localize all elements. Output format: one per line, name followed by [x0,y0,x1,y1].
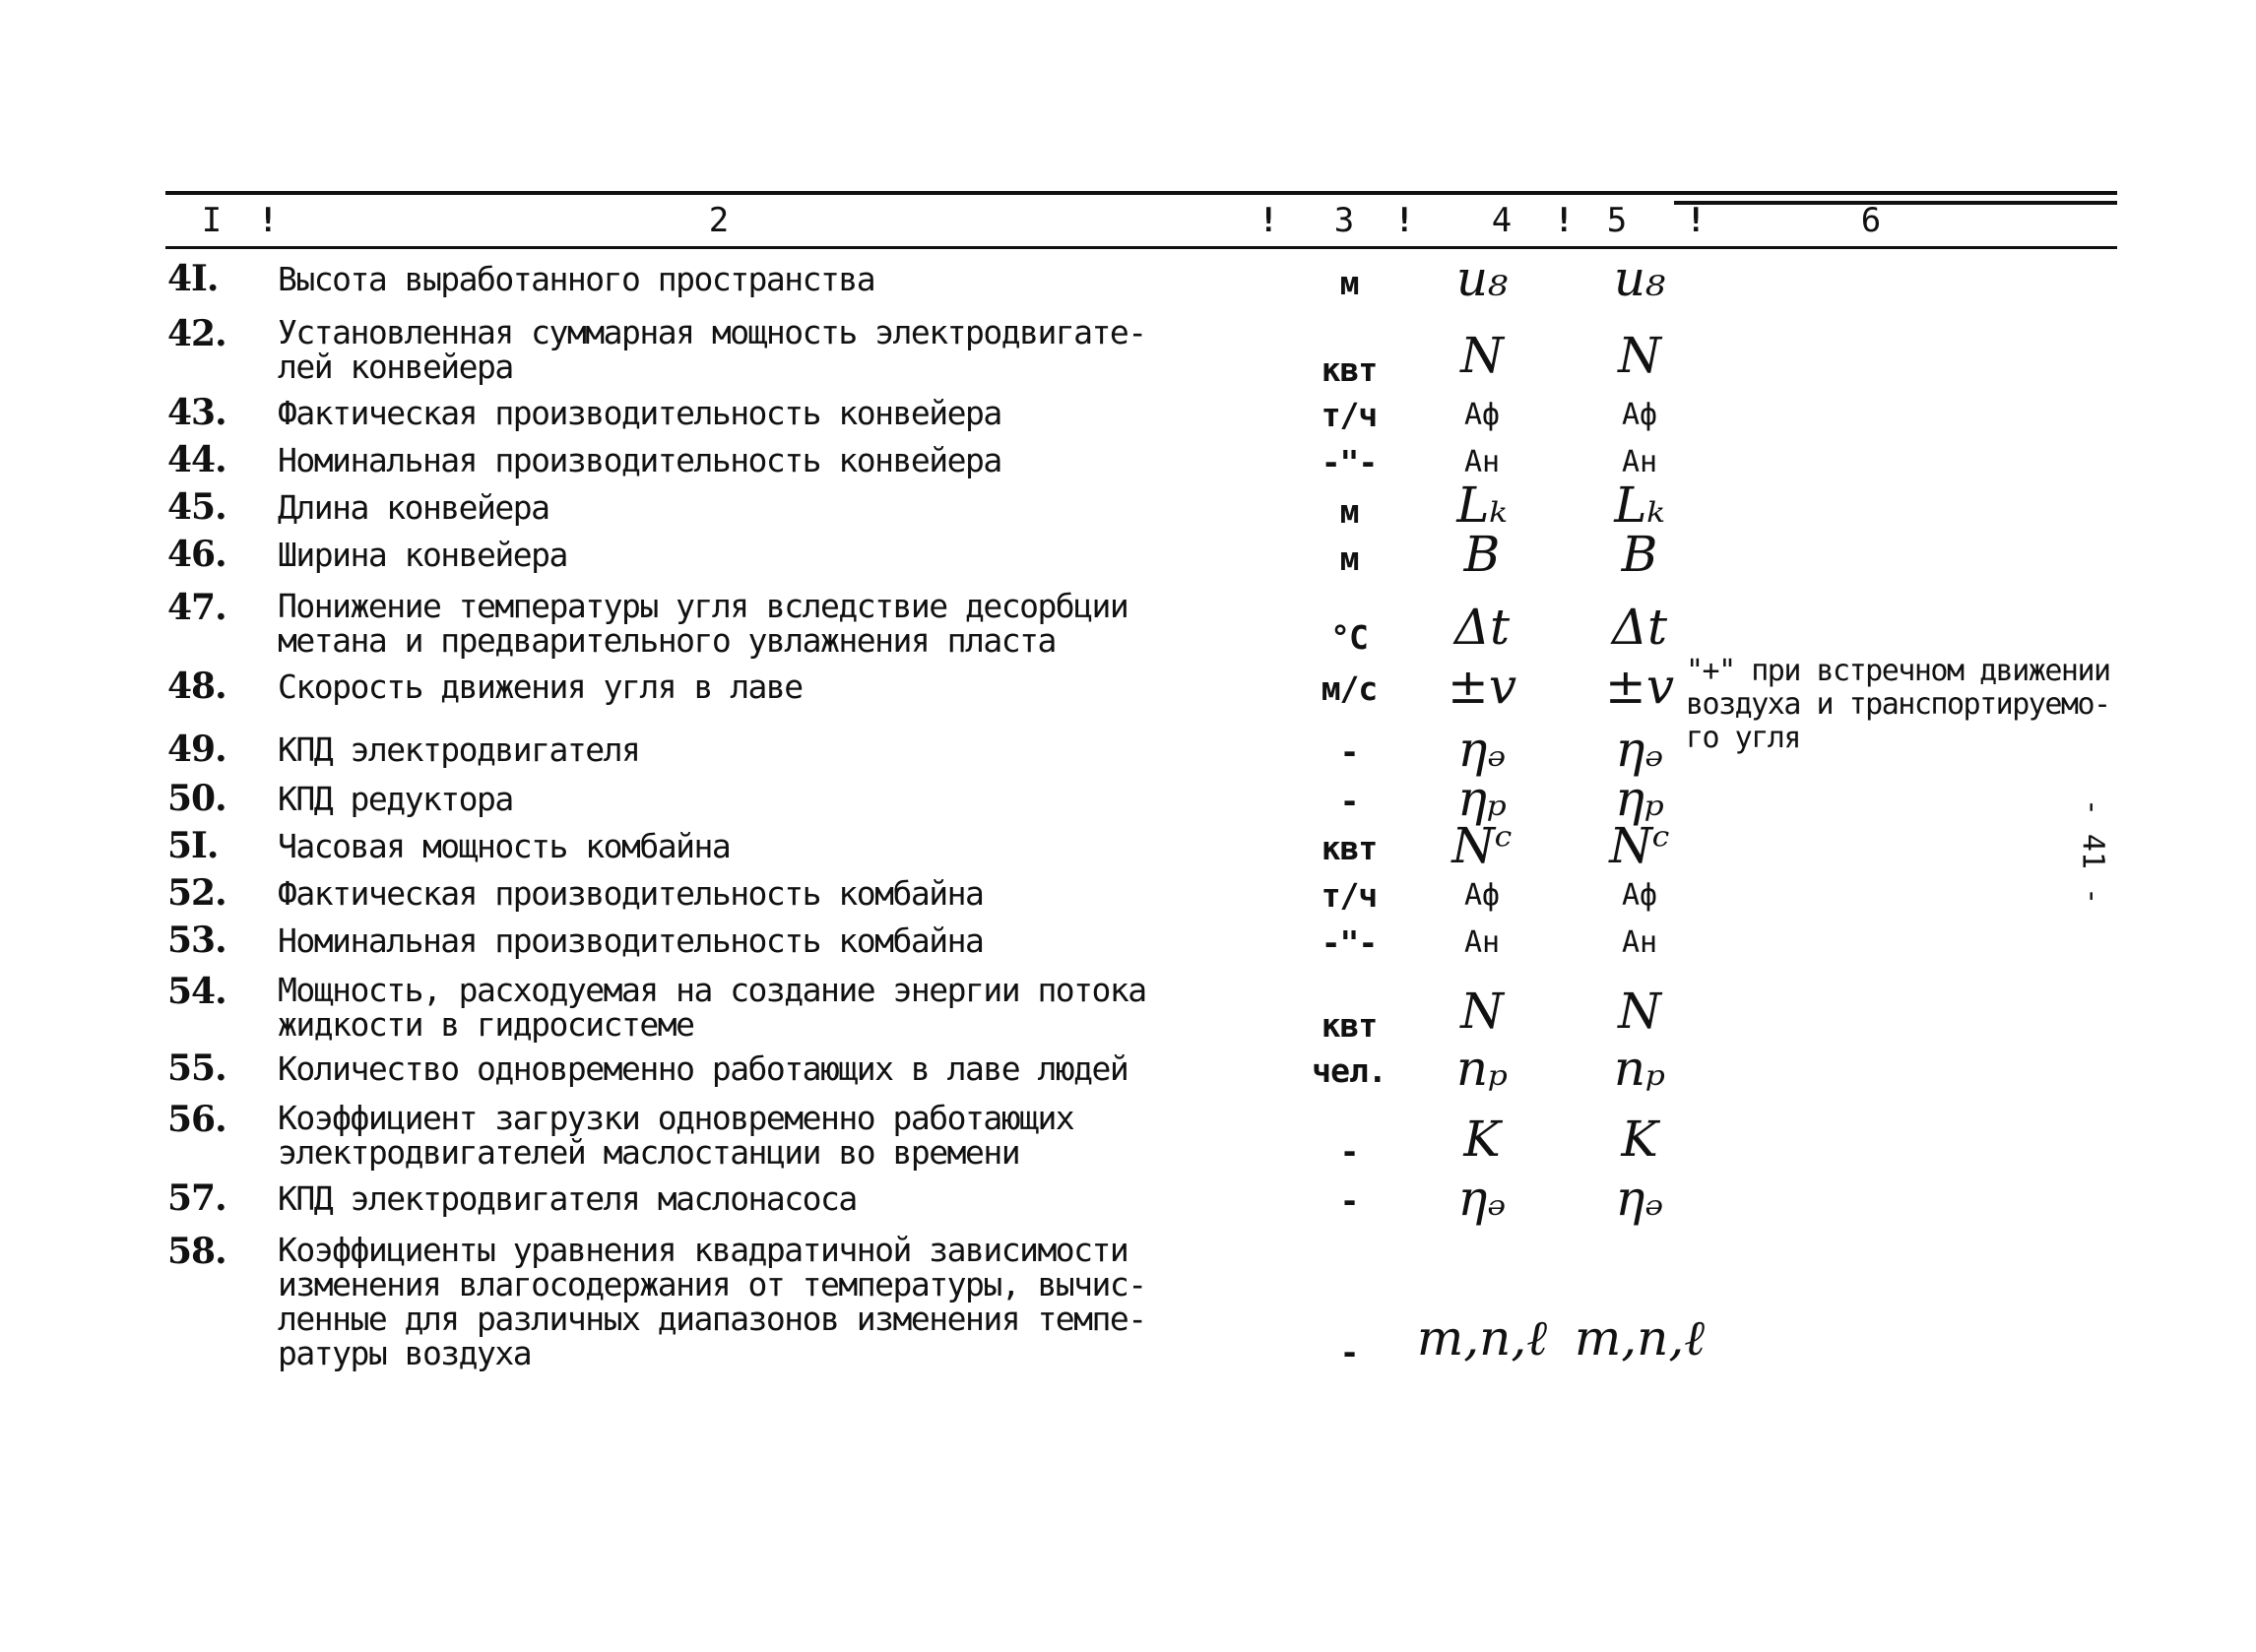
page-number-text: - 41 - [2075,797,2110,906]
row-number: 49. [167,729,226,770]
row-description: Фактическая производительность комбайна [278,874,984,913]
row-symbol-col4: N [1460,983,1504,1040]
header-col-3: 3 [1333,201,1355,240]
row-number: 45. [167,486,226,528]
row-symbol-col4: Δt [1453,599,1511,656]
row-unit: квт [1321,1006,1378,1045]
row-unit: т/ч [1321,396,1378,434]
row-symbol-col4: K [1463,1111,1501,1168]
row-number: 58. [167,1231,226,1272]
row-48-note: "+" при встречном движении воздуха и транспортируемо- го угля [1686,654,2110,755]
row-symbol-col4: B [1463,526,1501,583]
header-col-2: 2 [708,201,730,240]
row-description: Часовая мощность комбайна [278,827,731,865]
row-number: 46. [167,534,226,575]
row-unit: м [1339,492,1359,531]
row-symbol-col4: Ан [1463,445,1501,479]
row-symbol-col4: Аф [1463,398,1501,432]
row-symbol-col5: N [1618,983,1661,1040]
row-symbol-col5: Аф [1621,398,1658,432]
row-number: 43. [167,392,226,433]
row-description: Количество одновременно работающих в лаве людей [278,1049,1128,1088]
row-symbol-col4: ηₔ [1457,721,1507,778]
row-symbol-col5: Lₖ [1614,477,1665,534]
row-unit: квт [1321,350,1378,389]
row-description: Номинальная производительность конвейера [278,441,1001,479]
row-description: Высота выработанного пространства [278,260,875,298]
row-symbol-col5: N [1618,327,1661,384]
row-number: 53. [167,920,226,961]
row-symbol-col4: ηₚ [1457,770,1507,827]
row-unit: - [1339,782,1359,820]
header-col-6: 6 [1860,201,1882,240]
row-symbol-col4: m,n,ℓ [1416,1309,1548,1366]
row-number: 5I. [167,825,219,866]
row-description: Установленная суммарная мощность электродвигате- лей конвейера [278,313,1146,386]
row-number: 50. [167,778,226,819]
row-description: КПД редуктора [278,780,513,818]
row-symbol-col5: nₚ [1613,1040,1666,1097]
row-symbol-col4: Аф [1463,878,1501,913]
row-symbol-col5: ηₔ [1615,721,1664,778]
row-unit: -"- [1321,923,1378,962]
row-symbol-col4: nₚ [1455,1040,1509,1097]
row-symbol-col5: u₈ [1613,250,1666,307]
row-unit: т/ч [1321,876,1378,915]
row-symbol-col5: Δt [1611,599,1668,656]
row-symbol-col5: K [1621,1111,1658,1168]
row-symbol-col4: ±v [1447,658,1517,715]
row-description: Скорость движения угля в лаве [278,667,803,706]
row-unit: м/с [1321,669,1378,708]
row-symbol-col5: ηₔ [1615,1170,1664,1227]
header-separator: ! [258,201,279,240]
row-number: 48. [167,666,226,707]
table-top-rule [165,191,2117,195]
row-number: 44. [167,439,226,480]
row-symbol-col5: B [1621,526,1658,583]
row-number: 57. [167,1177,226,1219]
header-col-4: 4 [1491,201,1513,240]
page-number [2063,788,2122,916]
row-unit: м [1339,264,1359,302]
row-number: 42. [167,313,226,354]
row-symbol-col4: u₈ [1455,250,1509,307]
row-unit: - [1339,1132,1359,1171]
row-unit: м [1339,540,1359,578]
header-separator: ! [1394,201,1415,240]
row-number: 4I. [167,258,219,299]
row-number: 47. [167,587,226,628]
row-symbol-col5: m,n,ℓ [1574,1309,1706,1366]
row-number: 52. [167,872,226,914]
row-unit: чел. [1312,1051,1386,1090]
header-separator: ! [1258,201,1279,240]
row-description: Длина конвейера [278,488,549,527]
row-symbol-col4: Lₖ [1456,477,1508,534]
row-symbol-col4: Ан [1463,925,1501,960]
row-description: КПД электродвигателя маслонасоса [278,1179,857,1218]
row-symbol-col5: Аф [1621,878,1658,913]
row-description: КПД электродвигателя [278,731,640,769]
row-description: Коэффициенты уравнения квадратичной зависимости изменения влагосодержания от температуры, вычис- ленные для различных диапазонов изменения темпе- ратуры воздуха [278,1231,1146,1372]
row-number: 55. [167,1048,226,1089]
header-col-1: I [201,201,223,240]
row-symbol-col5: Ан [1621,445,1658,479]
header-col-5: 5 [1606,201,1628,240]
row-unit: -"- [1321,443,1378,481]
row-description: Понижение температуры угля вследствие десорбции метана и предварительного увлажнения пласта [278,587,1128,660]
row-unit: °C [1330,618,1368,657]
table-header-rule [165,246,2117,249]
row-number: 56. [167,1099,226,1140]
header-separator: ! [1686,201,1707,240]
row-unit: - [1339,1333,1359,1371]
row-symbol-col4: Nᶜ [1451,817,1513,874]
row-description: Мощность, расходуемая на создание энергии потока жидкости в гидросистеме [278,971,1146,1044]
row-description: Ширина конвейера [278,536,567,574]
row-description: Фактическая производительность конвейера [278,394,1001,432]
row-unit: - [1339,732,1359,771]
row-number: 54. [167,971,226,1012]
row-symbol-col5: Ан [1621,925,1658,960]
row-symbol-col4: ηₔ [1457,1170,1507,1227]
row-symbol-col4: N [1460,327,1504,384]
row-description: Номинальная производительность комбайна [278,921,984,960]
row-symbol-col5: ±v [1604,658,1675,715]
row-unit: квт [1321,829,1378,867]
header-separator: ! [1554,201,1575,240]
row-symbol-col5: Nᶜ [1609,817,1670,874]
row-description: Коэффициент загрузки одновременно работающих электродвигателей маслостанции во времени [278,1099,1074,1172]
row-unit: - [1339,1181,1359,1220]
row-symbol-col5: ηₚ [1615,770,1664,827]
